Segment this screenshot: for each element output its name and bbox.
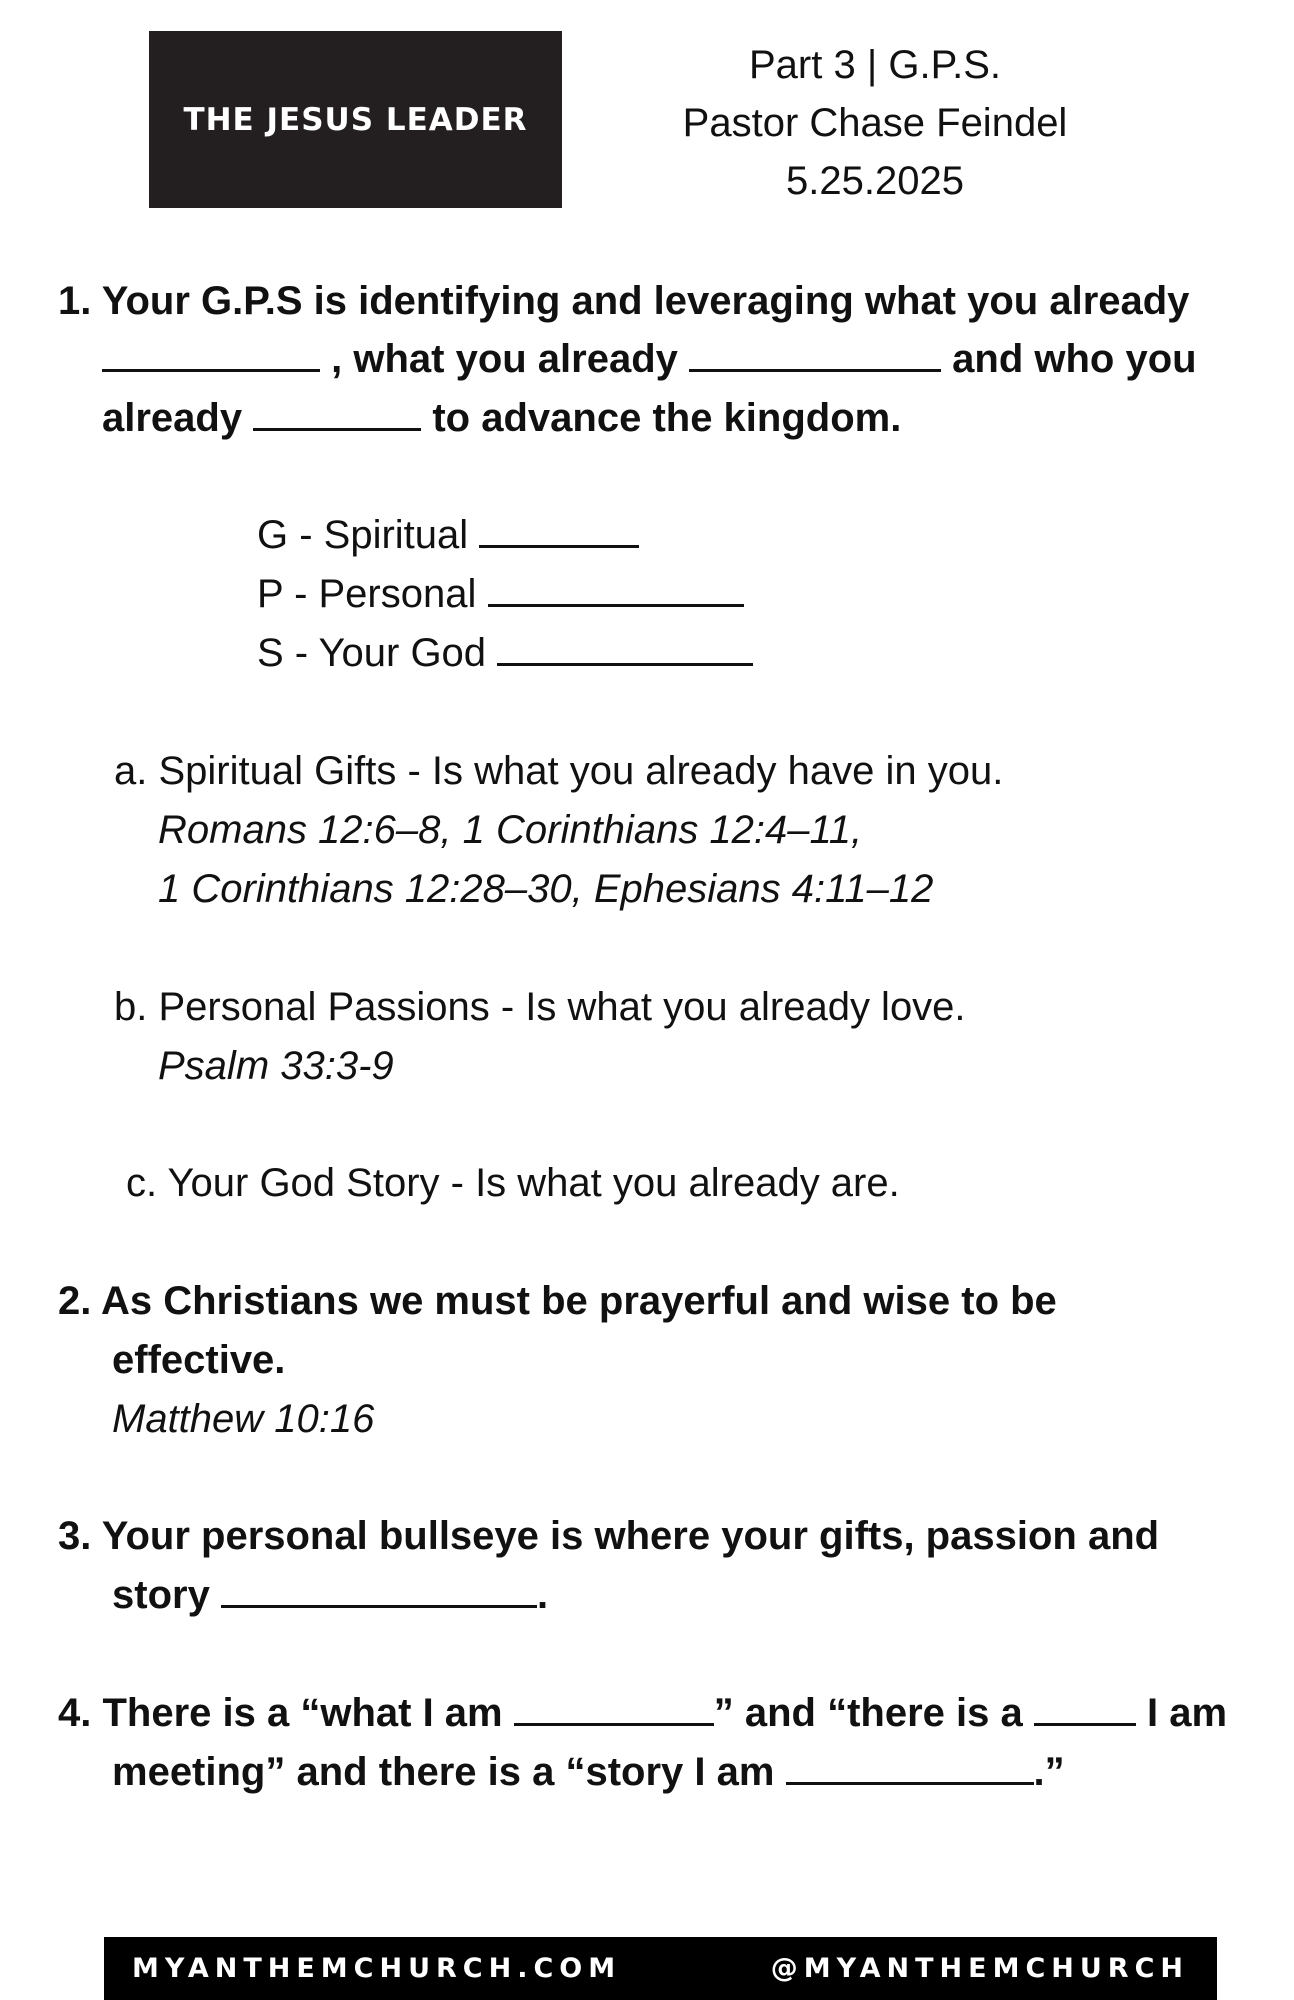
- fill-blank: [102, 335, 320, 372]
- point4-line1: [58, 1684, 1227, 1742]
- gps-label: S - Your God: [257, 631, 487, 675]
- point3-text: story: [112, 1573, 210, 1617]
- point1-text: already: [102, 396, 243, 440]
- fill-blank: [488, 574, 744, 607]
- fill-blank: [786, 1748, 1034, 1785]
- fill-blank: [514, 1689, 714, 1726]
- fill-blank: [479, 515, 639, 548]
- sub-b-text: b. Personal Passions - Is what you already love.: [114, 985, 966, 1029]
- fill-blank: [689, 335, 941, 372]
- point2-ref: Matthew 10:16: [112, 1397, 375, 1441]
- point3-line2: [112, 1566, 548, 1624]
- sermon-date: 5.25.2025: [786, 159, 964, 203]
- point4-line2: [112, 1743, 1065, 1801]
- footer-bar: [104, 1937, 1217, 2000]
- point1-line1: 1. Your G.P.S is identifying and leveraging what you already: [58, 279, 1190, 323]
- fill-blank: [253, 394, 421, 431]
- point2-line2: effective.: [112, 1338, 286, 1382]
- sermon-part: Part 3 | G.P.S.: [749, 43, 1001, 87]
- point4-text: 4. There is a “what I am: [58, 1691, 503, 1735]
- sub-b-ref: Psalm 33:3-9: [158, 1044, 394, 1088]
- pastor-name: Pastor Chase Feindel: [682, 101, 1068, 145]
- footer-website[interactable]: MYANTHEMCHURCH.COM: [132, 1953, 622, 1984]
- gps-label: P - Personal: [257, 572, 477, 616]
- gps-item-g: [257, 506, 639, 564]
- sermon-info: [600, 36, 1150, 210]
- point1-text: , what you already: [331, 337, 678, 381]
- sub-c-text: c. Your God Story - Is what you already are.: [126, 1161, 900, 1205]
- logo-box: [149, 31, 562, 208]
- sub-a-text: a. Spiritual Gifts - Is what you already have in you.: [114, 749, 1004, 793]
- point4-text: ” and “there is a: [713, 1691, 1023, 1735]
- gps-item-p: [257, 565, 744, 623]
- point3-text: .: [536, 1573, 549, 1617]
- point1-text: to advance the kingdom.: [432, 396, 902, 440]
- logo-text: THE JESUS LEADER: [183, 101, 528, 138]
- point3-line1: 3. Your personal bullseye is where your gifts, passion and: [58, 1514, 1160, 1558]
- footer-handle[interactable]: @MYANTHEMCHURCH: [770, 1953, 1189, 1984]
- point4-text: meeting” and there is a “story I am: [112, 1750, 775, 1794]
- point2-line1: 2. As Christians we must be prayerful and wise to be: [58, 1279, 1057, 1323]
- point4-text: I am: [1146, 1691, 1228, 1735]
- fill-blank: [221, 1571, 537, 1608]
- point1-text: and who you: [952, 337, 1197, 381]
- fill-blank: [1034, 1689, 1136, 1726]
- sub-a-ref2: 1 Corinthians 12:28–30, Ephesians 4:11–12: [158, 867, 934, 911]
- point4-text: .”: [1033, 1750, 1065, 1794]
- point1-line2: [102, 330, 1197, 388]
- fill-blank: [497, 633, 753, 666]
- gps-label: G - Spiritual: [257, 513, 469, 557]
- gps-item-s: [257, 624, 753, 682]
- sub-a-ref1: Romans 12:6–8, 1 Corinthians 12:4–11,: [158, 808, 863, 852]
- point1-line3: [102, 389, 901, 447]
